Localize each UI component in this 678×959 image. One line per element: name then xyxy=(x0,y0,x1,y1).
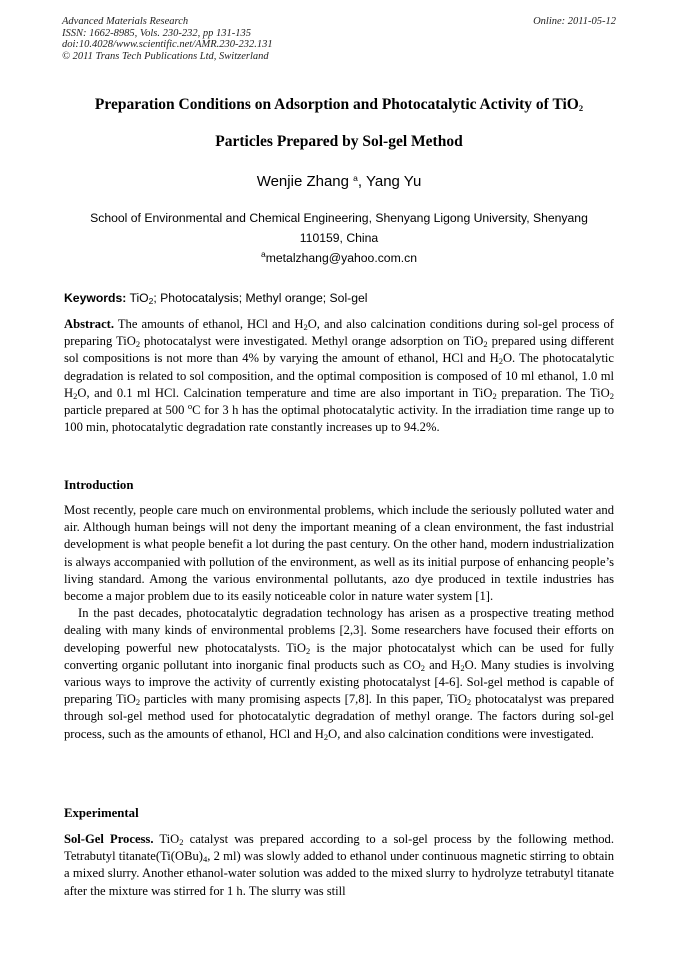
journal-metadata xyxy=(62,16,273,62)
abstract: Abstract. The amounts of ethanol, HCl and $H_2O$, and also calcination conditions during sol-gel process of preparing TiO$_2$ photocatalyst were investigated. Methyl orange adsorption on TiO$_2$ prepared using different sol compositions is not more than 4% by varying the amount of ethanol, HCl and $H_2O$. The photocatalytic degradation is related to sol composition, and the optimal composition is composed of 10 ml ethanol, 1.0 ml $H_2O$, and 0.1 ml HCl. Calcination temperature and time are also important in TiO$_2$ preparation. The TiO$_2$ particle prepared at 500 $^o$C for 3 h has the optimal photocatalytic activity. In the irradiation time range up to 100 min, photocatalytic degradation rate constantly increases up to 94.2%. xyxy=(64,317,614,435)
keywords: Keywords: TiO$_2$; Photocatalysis; Methyl orange; Sol-gel xyxy=(64,291,368,306)
section-heading-experimental: Experimental xyxy=(64,806,139,820)
author-email: $^a$metalzhang@yahoo.com.cn xyxy=(261,249,417,265)
online-date: Online: 2011-05-12 xyxy=(533,16,616,27)
affiliation: School of Environmental and Chemical Engineering, Shenyang Ligong University, Shenyang 110159, China xyxy=(90,211,588,245)
introduction-paragraph-2: In the past decades, photocatalytic degradation technology has arisen as a prospective treating method dealing with many kinds of environmental problems [2,3]. Some researchers have focused their efforts on developing powerful new photocatalysts. TiO$_2$ is the major photocatalyst which can be used for fully converting organic pollutant into inorganic final products such as $CO_2$ and $H_2O$. Many studies is involving various ways to improve the activity of currently existing photocatalyst [4-6]. Sol-gel method is capable of preparing TiO$_2$ particles with many promising aspects [7,8]. In this paper, TiO$_2$ photocatalyst was prepared through sol-gel method used for photocatalytic degradation of methyl orange. The factors during sol-gel process, such as the amounts of ethanol, HCl and $H_2O$, and also calcination conditions were investigated. xyxy=(64,606,614,742)
author-list: Wenjie Zhang $^a$, Yang Yu xyxy=(256,173,422,190)
introduction-text xyxy=(64,502,614,743)
experimental-text: Sol-Gel Process. TiO$_2$ catalyst was prepared according to a sol-gel process by the following method. Tetrabutyl $titanate(Ti(OBu)_4$, 2 ml) was slowly added to ethanol under continuous magnetic stirring to obtain a mixed slurry. Another ethanol-water solution was added to the mixed slurry to hydrolyze tetrabutyl titanate after the mixture was stirred for 1 h. The slurry was still xyxy=(64,832,615,898)
issn-line: ISSN: 1662-8985, Vols. 230-232, pp 131-135 xyxy=(62,27,251,39)
doi-line: doi:10.4028/www.scientific.net/AMR.230-232.131 xyxy=(62,39,273,50)
paper-title-line-2: Particles Prepared by Sol-gel Method xyxy=(215,133,463,150)
introduction-paragraph-1: Most recently, people care much on environmental problems, which include the seriously polluted water and air. Although human beings will not deny the important meaning of a clean environment, the fast industrial development is what people benefit a lot during the past century. On the other hand, modern industrialization is always accompanied with pollution of the environment, as well as its initial purpose of enhancing people’s living standard. Among the various environmental pollutants, azo dye produced in textile industries has become a major problem due to its easily noticeable color in nature water system [1]. xyxy=(64,503,614,604)
paper-title-line-1: Preparation Conditions on Adsorption and Photocatalytic Activity of TiO$_2$ xyxy=(94,96,584,113)
copyright-line: © 2011 Trans Tech Publications Ltd, Switzerland xyxy=(62,50,269,62)
journal-name: Advanced Materials Research xyxy=(62,16,189,27)
section-heading-introduction: Introduction xyxy=(64,478,134,492)
